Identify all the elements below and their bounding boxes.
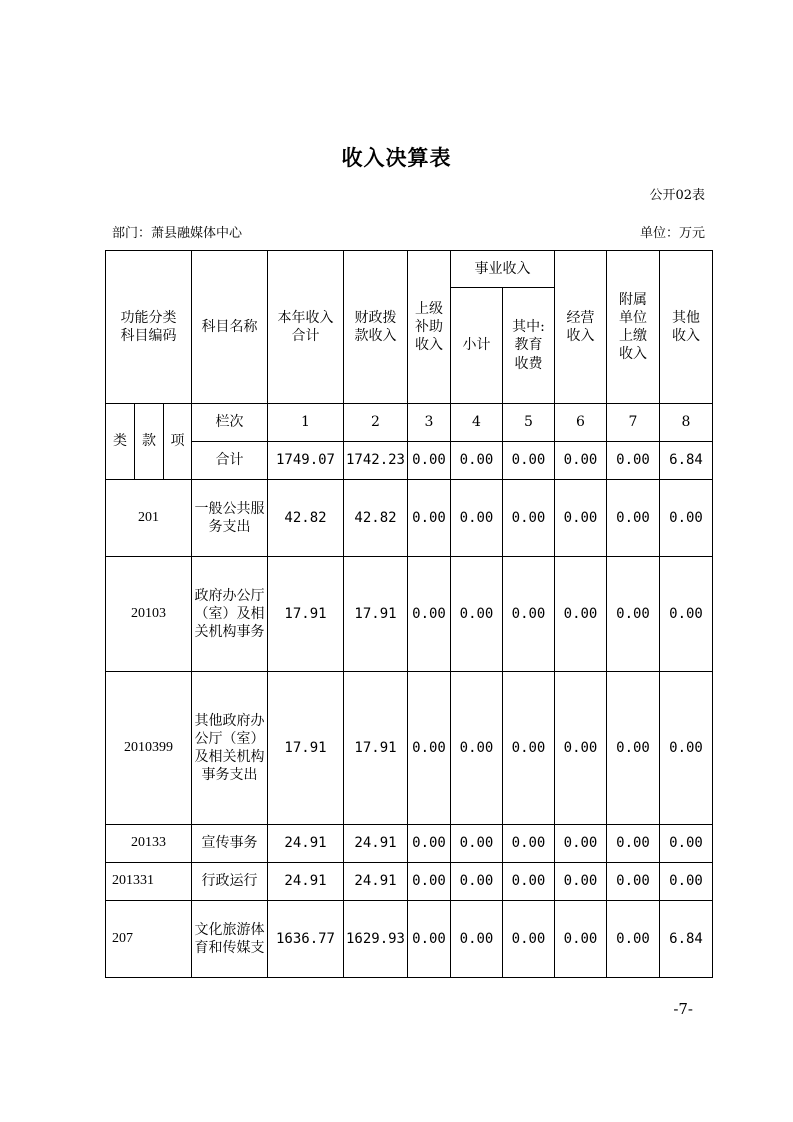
cell-education: 0.00 xyxy=(503,825,555,863)
cell-total: 17.91 xyxy=(268,672,344,825)
cell-education: 0.00 xyxy=(503,672,555,825)
cell-total: 1749.07 xyxy=(268,442,344,480)
row-name: 合计 xyxy=(192,442,268,480)
cell-subtotal: 0.00 xyxy=(451,863,503,901)
table-row xyxy=(106,557,713,672)
cell-subtotal: 0.00 xyxy=(451,557,503,672)
cell-affiliated: 0.00 xyxy=(607,557,660,672)
department-label: 部门：萧县融媒体中心 xyxy=(112,226,243,241)
header-upper-subsidy: 上级 补助 收入 xyxy=(408,251,451,404)
cell-fiscal: 42.82 xyxy=(344,480,408,557)
cell-education: 0.00 xyxy=(503,557,555,672)
cell-other: 0.00 xyxy=(660,825,713,863)
cell-operating: 0.00 xyxy=(555,825,607,863)
cell-fiscal: 17.91 xyxy=(344,557,408,672)
cell-fiscal: 24.91 xyxy=(344,863,408,901)
income-table xyxy=(105,250,713,978)
cell-upper: 0.00 xyxy=(408,442,451,480)
cell-affiliated: 0.00 xyxy=(607,480,660,557)
header-fiscal: 财政拨 款收入 xyxy=(344,251,408,404)
row-name: 一般公共服 务支出 xyxy=(192,480,268,557)
row-name: 行政运行 xyxy=(192,863,268,901)
cell-upper: 0.00 xyxy=(408,480,451,557)
row-code: 20103 xyxy=(106,557,192,672)
cell-total: 1636.77 xyxy=(268,901,344,978)
header-operating: 经营 收入 xyxy=(555,251,607,404)
row-code: 201331 xyxy=(106,863,192,901)
col-num: 7 xyxy=(607,404,660,442)
cell-fiscal: 24.91 xyxy=(344,825,408,863)
cell-upper: 0.00 xyxy=(408,825,451,863)
row-name: 文化旅游体 育和传媒支 xyxy=(192,901,268,978)
header-career-income: 事业收入 xyxy=(451,251,555,288)
cell-affiliated: 0.00 xyxy=(607,825,660,863)
cell-fiscal: 17.91 xyxy=(344,672,408,825)
row-code: 20133 xyxy=(106,825,192,863)
cell-subtotal: 0.00 xyxy=(451,442,503,480)
table-row xyxy=(106,825,713,863)
col-num: 1 xyxy=(268,404,344,442)
page-title: 收入决算表 xyxy=(341,146,452,170)
row-code: 2010399 xyxy=(106,672,192,825)
cell-other: 0.00 xyxy=(660,557,713,672)
page-number: -7- xyxy=(673,1000,693,1018)
cell-affiliated: 0.00 xyxy=(607,901,660,978)
cell-affiliated: 0.00 xyxy=(607,863,660,901)
cell-education: 0.00 xyxy=(503,901,555,978)
cell-subtotal: 0.00 xyxy=(451,672,503,825)
table-row xyxy=(106,480,713,557)
cell-total: 24.91 xyxy=(268,863,344,901)
header-kuan: 款 xyxy=(135,404,164,480)
header-total: 本年收入 合计 xyxy=(268,251,344,404)
cell-upper: 0.00 xyxy=(408,863,451,901)
header-column-order: 栏次 xyxy=(192,404,268,442)
cell-upper: 0.00 xyxy=(408,557,451,672)
header-education-fee: 其中: 教育 收费 xyxy=(503,288,555,404)
col-num: 4 xyxy=(451,404,503,442)
cell-subtotal: 0.00 xyxy=(451,480,503,557)
cell-education: 0.00 xyxy=(503,863,555,901)
col-num: 3 xyxy=(408,404,451,442)
cell-education: 0.00 xyxy=(503,480,555,557)
cell-operating: 0.00 xyxy=(555,442,607,480)
col-num: 5 xyxy=(503,404,555,442)
cell-total: 42.82 xyxy=(268,480,344,557)
form-number: 公开02表 xyxy=(649,188,705,203)
header-affiliated: 附属 单位 上缴 收入 xyxy=(607,251,660,404)
row-code: 201 xyxy=(106,480,192,557)
cell-other: 6.84 xyxy=(660,901,713,978)
cell-other: 0.00 xyxy=(660,863,713,901)
row-name: 其他政府办 公厅（室） 及相关机构 事务支出 xyxy=(192,672,268,825)
row-name: 政府办公厅 （室）及相 关机构事务 xyxy=(192,557,268,672)
table-row xyxy=(106,672,713,825)
cell-affiliated: 0.00 xyxy=(607,442,660,480)
cell-other: 0.00 xyxy=(660,672,713,825)
cell-operating: 0.00 xyxy=(555,557,607,672)
cell-affiliated: 0.00 xyxy=(607,672,660,825)
cell-other: 6.84 xyxy=(660,442,713,480)
table-row xyxy=(106,442,713,480)
cell-upper: 0.00 xyxy=(408,901,451,978)
cell-education: 0.00 xyxy=(503,442,555,480)
row-code: 207 xyxy=(106,901,192,978)
row-name: 宣传事务 xyxy=(192,825,268,863)
table-row xyxy=(106,901,713,978)
col-num: 2 xyxy=(344,404,408,442)
cell-total: 17.91 xyxy=(268,557,344,672)
header-subject-name: 科目名称 xyxy=(192,251,268,404)
header-subtotal: 小计 xyxy=(451,288,503,404)
cell-upper: 0.00 xyxy=(408,672,451,825)
cell-subtotal: 0.00 xyxy=(451,901,503,978)
cell-total: 24.91 xyxy=(268,825,344,863)
cell-operating: 0.00 xyxy=(555,863,607,901)
cell-operating: 0.00 xyxy=(555,901,607,978)
header-xiang: 项 xyxy=(164,404,192,480)
cell-fiscal: 1742.23 xyxy=(344,442,408,480)
col-num: 6 xyxy=(555,404,607,442)
header-lei: 类 xyxy=(106,404,135,480)
header-func-code: 功能分类 科目编码 xyxy=(106,251,192,404)
cell-other: 0.00 xyxy=(660,480,713,557)
col-num: 8 xyxy=(660,404,713,442)
cell-operating: 0.00 xyxy=(555,480,607,557)
cell-subtotal: 0.00 xyxy=(451,825,503,863)
header-other: 其他 收入 xyxy=(660,251,713,404)
cell-operating: 0.00 xyxy=(555,672,607,825)
unit-label: 单位：万元 xyxy=(639,226,705,241)
table-row xyxy=(106,863,713,901)
cell-fiscal: 1629.93 xyxy=(344,901,408,978)
